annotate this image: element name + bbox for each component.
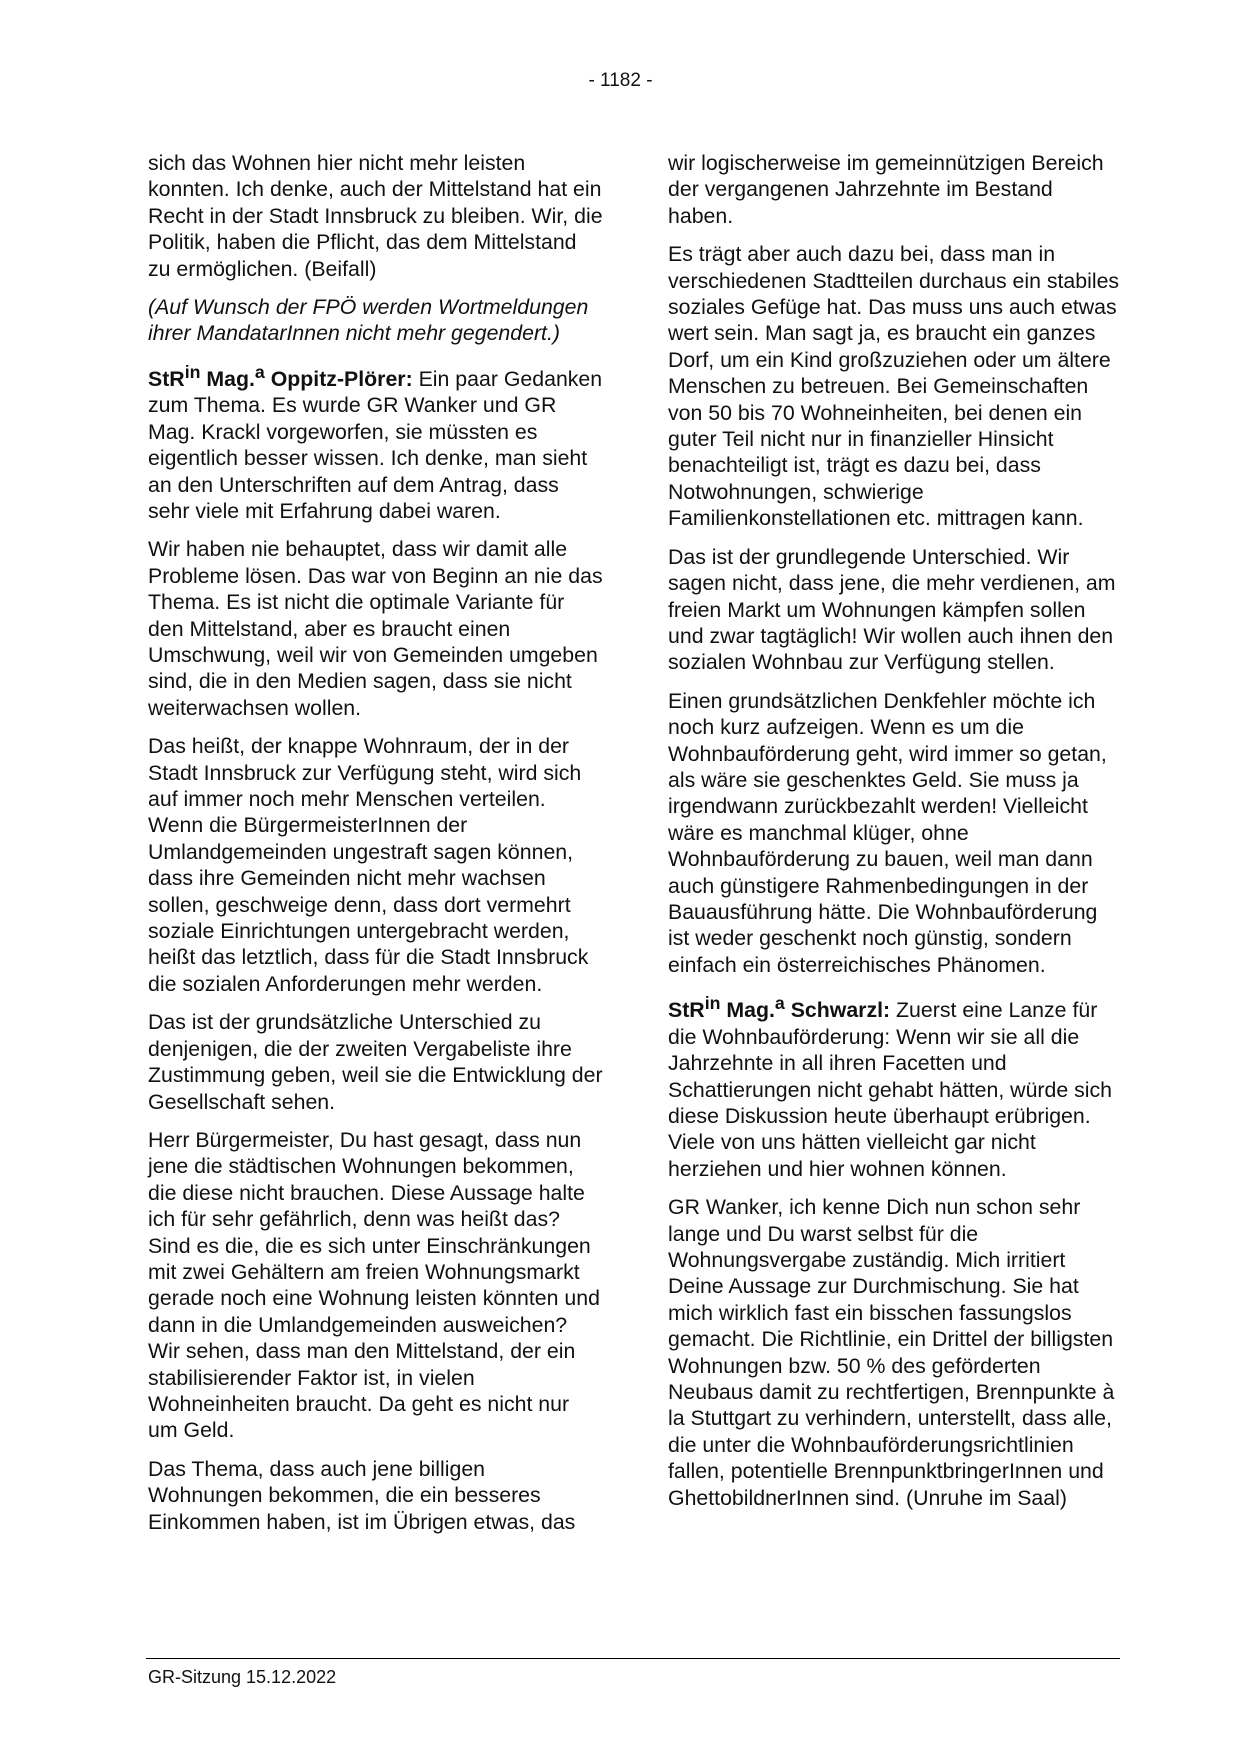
speaker-degree-sup: a: [774, 993, 785, 1014]
speaker-degree-sup: a: [254, 361, 265, 382]
footer-session-date: GR-Sitzung 15.12.2022: [148, 1667, 337, 1687]
paragraph: Das heißt, der knappe Wohnraum, der in der Stadt Innsbruck zur Verfügung steht, wird sich auf immer noch mehr Menschen verteilen. Wenn die BürgermeisterInnen der Umlandgemeinden ungestraft sagen können, dass ihre Gemeinden nicht mehr wachsen sollen, geschweige denn, dass dort vermehrt soziale Einrichtungen untergebracht werden, heißt das letztlich, dass für die Stadt Innsbruck die sozialen Anforderungen mehr werden.: [148, 734, 589, 996]
paragraph: Das Thema, dass auch jene billigen Wohnungen bekommen, die ein besseres Einkommen haben, ist im Übrigen etwas, das: [148, 1456, 576, 1534]
speech-text: Zuerst eine Lanze für die Wohnbauförderung: Wenn wir sie all die Jahrzehnte in all ihren Facetten und Schattierungen nicht gehabt hätten, würde sich diese Diskussion heute überhaupt erübrigen. Viele von uns hätten vielleicht gar nicht herziehen und hier wohnen können.: [668, 998, 1112, 1181]
paragraph: Einen grundsätzlichen Denkfehler möchte ich noch kurz aufzeigen. Wenn es um die Wohnbauförderung geht, wird immer so getan, als wäre sie geschenktes Geld. Sie muss ja irgendwann zurückbezahlt werden! Vielleicht wäre es manchmal klüger, ohne Wohnbauförderung zu bauen, weil man dann auch günstigere Rahmenbedingungen in der Bauausführung hätte. Die Wohnbauförderung ist weder geschenkt noch günstig, sondern einfach ein österreichisches Phänomen.: [668, 688, 1107, 977]
speaker-name: Schwarzl:: [784, 998, 891, 1023]
paragraph: wir logischerweise im gemeinnützigen Bereich der vergangenen Jahrzehnte im Bestand haben.: [668, 151, 1104, 228]
paragraph: Wir haben nie behauptet, dass wir damit alle Probleme lösen. Das war von Beginn an nie das Thema. Es ist nicht die optimale Variante für den Mittelstand, aber es braucht einen Umschwung, weil wir von Gemeinden umgeben sind, die in den Medien sagen, dass sie nicht weiterwachsen wollen.: [148, 537, 603, 720]
paragraph: Es trägt aber auch dazu bei, dass man in verschiedenen Stadtteilen durchaus ein stabiles soziales Gefüge hat. Das muss uns auch etwas wert sein. Man sagt ja, es braucht ein ganzes Dorf, um ein Kind großzuziehen oder um ältere Menschen zu betreuen. Bei Gemeinschaften von 50 bis 70 Wohneinheiten, bei denen ein guter Teil nicht nur in finanzieller Hinsicht benachteiligt ist, trägt es dazu bei, dass Notwohnungen, schwierige Familienkonstellationen etc. mittragen kann.: [668, 242, 1120, 531]
paragraph: sich das Wohnen hier nicht mehr leisten konnten. Ich denke, auch der Mittelstand hat ein Recht in der Stadt Innsbruck zu bleiben. Wir, die Politik, haben die Pflicht, das dem Mittelstand zu ermöglichen. (Beifall): [148, 151, 603, 281]
note-paragraph: (Auf Wunsch der FPÖ werden Wortmeldungen ihrer MandatarInnen nicht mehr gegendert.): [148, 295, 589, 346]
paragraph: GR Wanker, ich kenne Dich nun schon sehr lange und Du warst selbst für die Wohnungsvergabe zuständig. Mich irritiert Deine Aussage zur Durchmischung. Sie hat mich wirklich fast ein bisschen fassungslos gemacht. Die Richtlinie, ein Drittel der billigsten Wohnungen bzw. 50 % des geförderten Neubaus damit zu rechtfertigen, Brennpunkte à la Stuttgart zu verhindern, unterstellt, dass alle, die unter die Wohnbauförderungsrichtlinien fallen, potentielle BrennpunktbringerInnen und GhettobildnerInnen sind. (Unruhe im Saal): [668, 1195, 1115, 1510]
speech-paragraph: [668, 990, 1123, 1182]
speaker-title-sup: in: [184, 361, 201, 382]
speech-paragraph: [148, 359, 603, 525]
right-column: [668, 150, 1123, 1523]
left-column: [148, 150, 603, 1547]
speaker-label: [668, 993, 891, 1023]
speaker-title: StR: [668, 998, 705, 1023]
footer-divider: [146, 1658, 1120, 1659]
speaker-name: Oppitz-Plörer:: [264, 366, 413, 391]
speaker-degree: Mag.: [720, 998, 775, 1023]
paragraph: Herr Bürgermeister, Du hast gesagt, dass nun jene die städtischen Wohnungen bekommen, die diese nicht brauchen. Diese Aussage halte ich für sehr gefährlich, denn was heißt das? Sind es die, die es sich unter Einschränkungen mit zwei Gehältern am freien Wohnungsmarkt gerade noch eine Wohnung leisten könnten und dann in die Umlandgemeinden ausweichen? Wir sehen, dass man den Mittelstand, der ein stabilisierender Faktor ist, in vielen Wohneinheiten braucht. Da geht es nicht nur um Geld.: [148, 1127, 600, 1443]
speaker-label: [148, 361, 413, 391]
speaker-degree: Mag.: [200, 366, 255, 391]
paragraph: Das ist der grundlegende Unterschied. Wir sagen nicht, dass jene, die mehr verdienen, am freien Markt um Wohnungen kämpfen sollen und zwar tagtäglich! Wir wollen auch ihnen den sozialen Wohnbau zur Verfügung stellen.: [668, 544, 1116, 675]
speech-text: Ein paar Gedanken zum Thema. Es wurde GR Wanker und GR Mag. Krackl vorgeworfen, sie müssten es eigentlich besser wissen. Ich denke, man sieht an den Unterschriften auf dem Antrag, dass sehr viele mit Erfahrung dabei waren.: [148, 366, 603, 523]
paragraph: Das ist der grundsätzliche Unterschied zu denjenigen, die der zweiten Vergabeliste ihre Zustimmung geben, weil sie die Entwicklung der Gesellschaft sehen.: [148, 1010, 603, 1114]
page-number: - 1182 -: [588, 70, 653, 91]
speaker-title: StR: [148, 366, 185, 391]
speaker-title-sup: in: [704, 993, 721, 1014]
